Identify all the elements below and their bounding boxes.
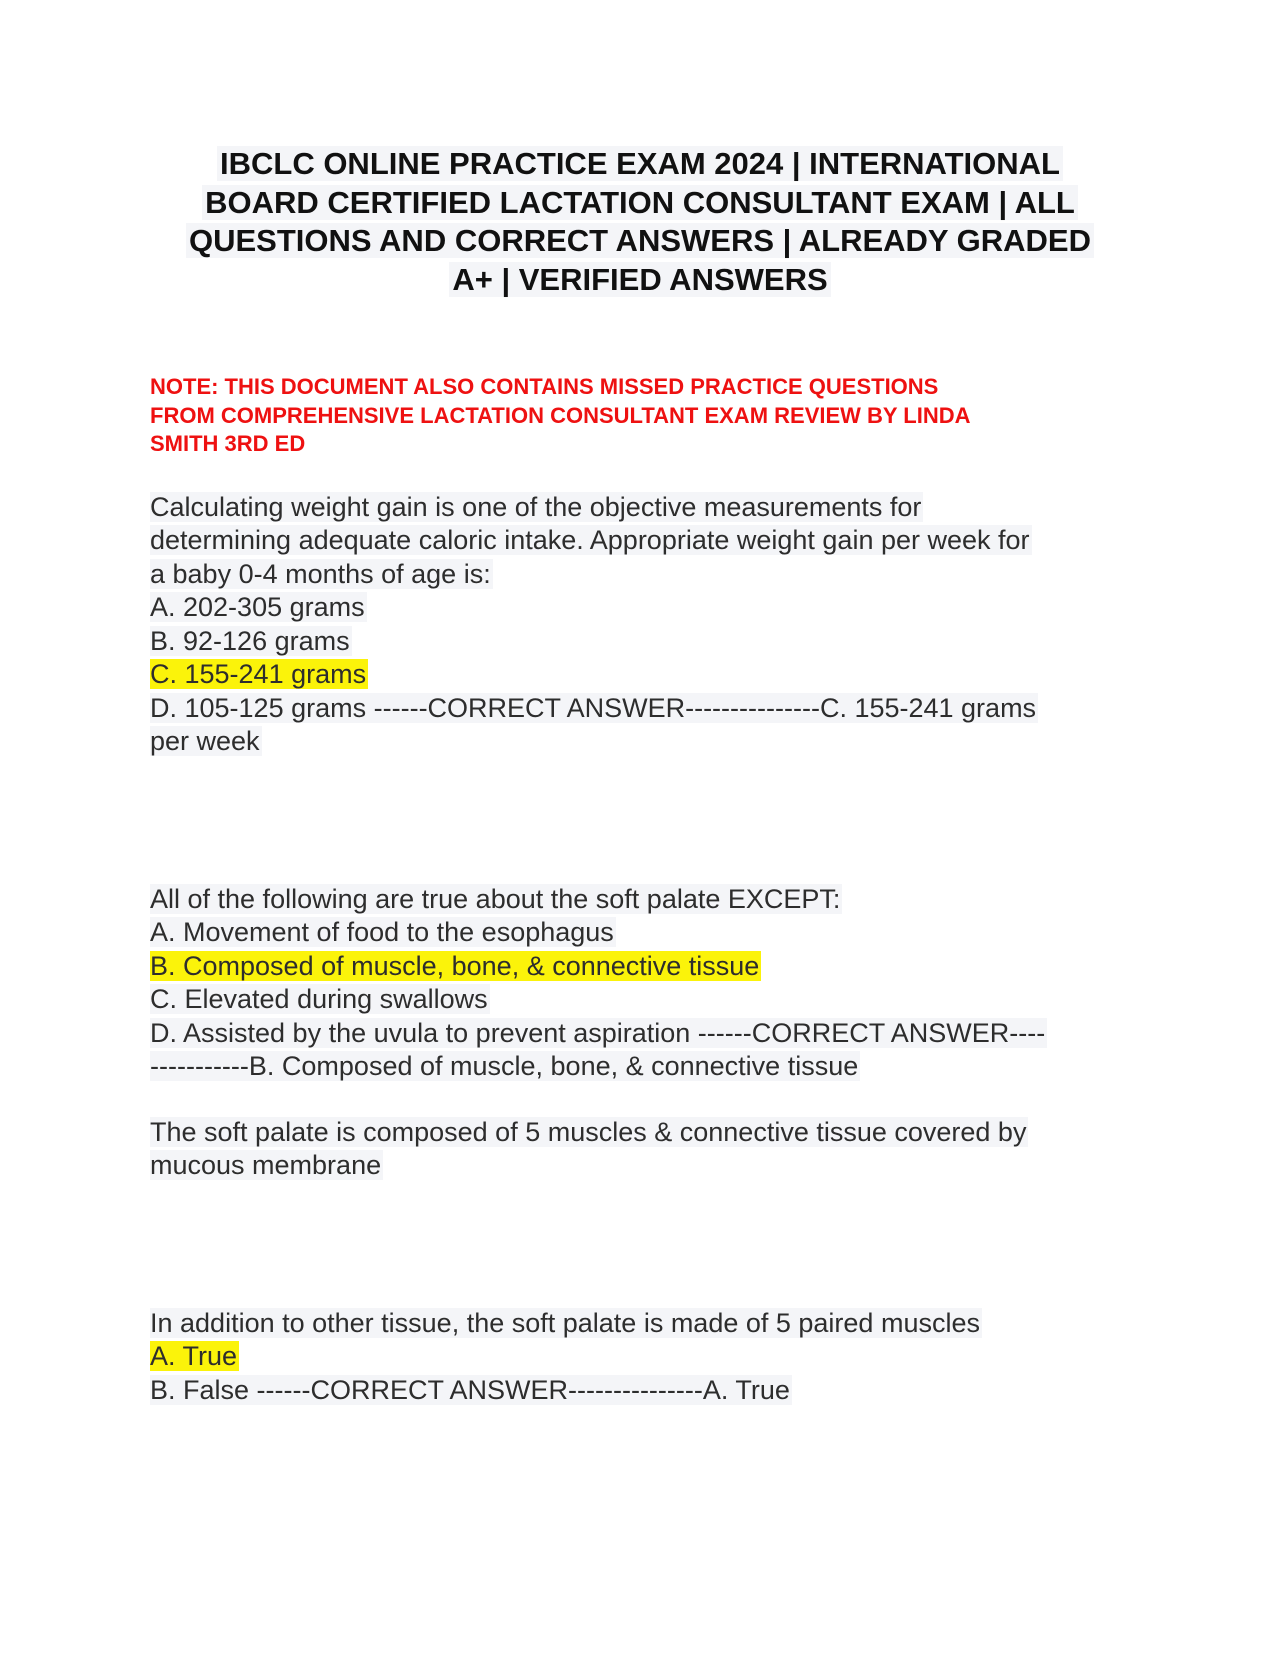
- q3-option-a-highlighted: A. True: [150, 1341, 238, 1371]
- q1-option-a: A. 202-305 grams: [150, 592, 365, 622]
- q3-stem: In addition to other tissue, the soft palate is made of 5 paired muscles: [150, 1307, 980, 1338]
- q2-explanation-line-1: The soft palate is composed of 5 muscles & connective tissue covered by: [150, 1116, 1027, 1147]
- q1-stem-line-3: a baby 0-4 months of age is:: [150, 558, 491, 589]
- q2-option-c: C. Elevated during swallows: [150, 984, 488, 1014]
- q1-option-b: B. 92-126 grams: [150, 625, 350, 656]
- note-line-3: SMITH 3RD ED: [150, 431, 306, 456]
- document-page: [150, 145, 1130, 1407]
- q1-option-c-highlighted: C. 155-241 grams: [150, 659, 367, 689]
- q2-stem: All of the following are true about the soft palate EXCEPT:: [150, 883, 841, 914]
- question-3: [150, 1307, 1130, 1408]
- document-title: [150, 145, 1130, 299]
- q2-explanation: [150, 1116, 1130, 1183]
- question-1: [150, 491, 1130, 759]
- q1-option-d-line-1: D. 105-125 grams ------CORRECT ANSWER---------------C. 155-241 grams: [150, 692, 1037, 723]
- title-line-2: BOARD CERTIFIED LACTATION CONSULTANT EXAM | ALL: [202, 185, 1078, 220]
- title-line-1: IBCLC ONLINE PRACTICE EXAM 2024 | INTERNATIONAL: [217, 146, 1063, 181]
- q1-stem-line-2: determining adequate caloric intake. Appropriate weight gain per week for: [150, 525, 1030, 555]
- q1-option-d-line-2: per week: [150, 726, 260, 756]
- q1-stem-line-1: Calculating weight gain is one of the objective measurements for: [150, 491, 922, 522]
- q2-option-d-line-2: -----------B. Composed of muscle, bone, & connective tissue: [150, 1051, 859, 1081]
- note-line-1: NOTE: THIS DOCUMENT ALSO CONTAINS MISSED PRACTICE QUESTIONS: [150, 374, 939, 399]
- title-line-4: A+ | VERIFIED ANSWERS: [449, 262, 830, 297]
- q2-option-b-highlighted: B. Composed of muscle, bone, & connective tissue: [150, 950, 760, 981]
- q2-option-a: A. Movement of food to the esophagus: [150, 917, 614, 947]
- title-line-3: QUESTIONS AND CORRECT ANSWERS | ALREADY GRADED: [186, 223, 1094, 258]
- question-2: [150, 883, 1130, 1084]
- red-note: [150, 373, 1130, 459]
- note-line-2: FROM COMPREHENSIVE LACTATION CONSULTANT EXAM REVIEW BY LINDA: [150, 402, 971, 428]
- q2-option-d-line-1: D. Assisted by the uvula to prevent aspiration ------CORRECT ANSWER----: [150, 1017, 1046, 1048]
- q3-option-b: B. False ------CORRECT ANSWER---------------A. True: [150, 1374, 790, 1405]
- q2-explanation-line-2: mucous membrane: [150, 1150, 382, 1180]
